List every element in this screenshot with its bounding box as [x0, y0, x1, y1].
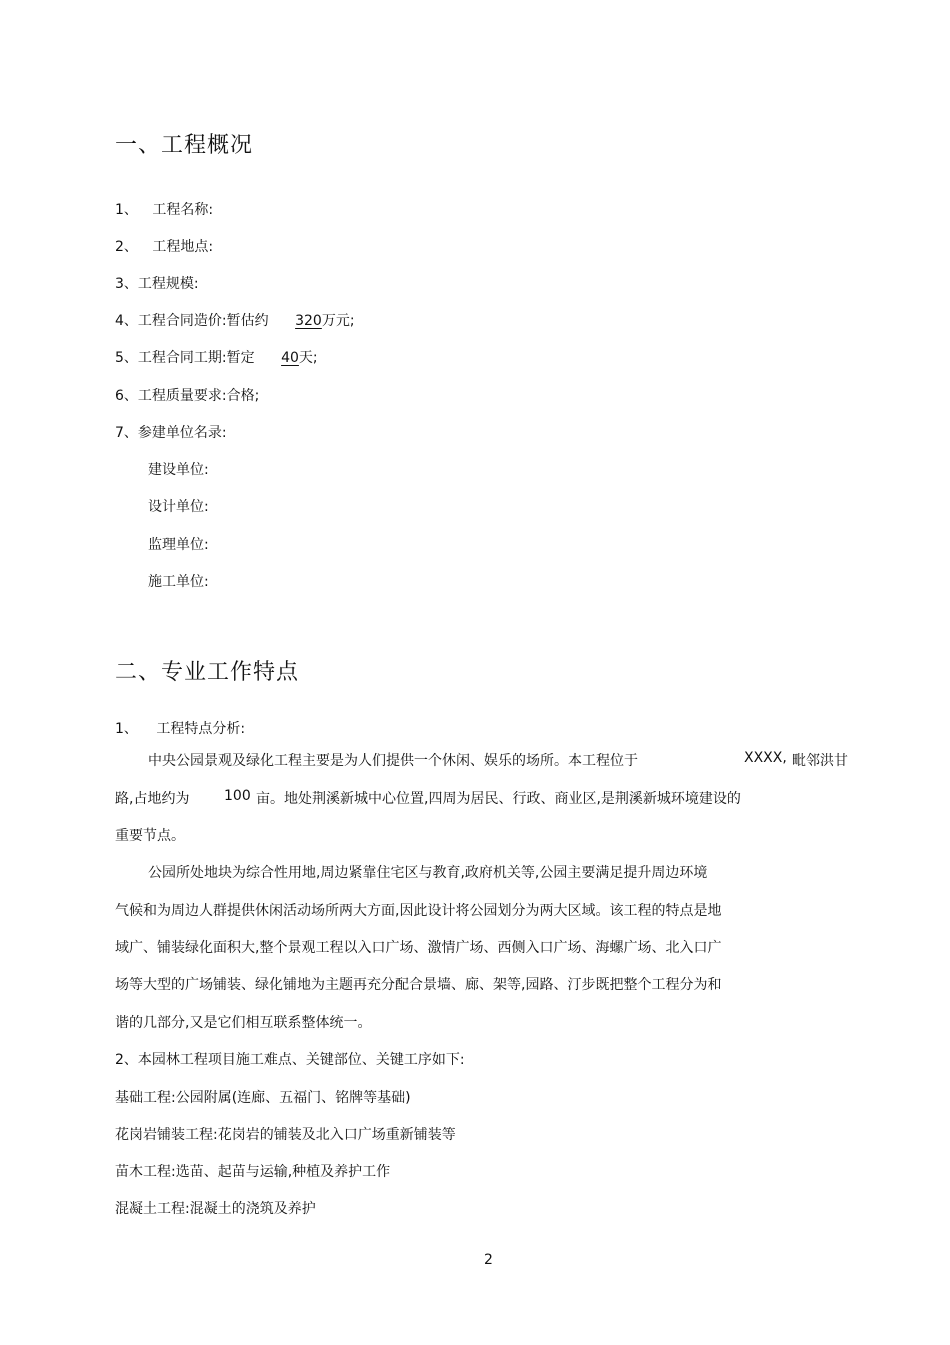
p2-line: 公园所处地块为综合性用地,周边紧靠住宅区与教育,政府机关等,公园主要满足提升周边环境 — [148, 865, 708, 881]
p2-line: 场等大型的广场铺装、绿化铺地为主题再充分配合景墙、廊、架等,园路、汀步既把整个工程分为和 — [115, 977, 722, 993]
list-item: 混凝土工程:混凝土的浇筑及养护 — [115, 1201, 316, 1217]
sub-num: 1、 — [115, 721, 138, 737]
item-label: 工程质量要求:合格; — [137, 388, 260, 404]
item-num: 1、 — [115, 202, 138, 218]
unit-contractor: 施工单位: — [148, 574, 209, 590]
item-num: 7、 — [115, 425, 138, 441]
p1-line3: 重要节点。 — [115, 828, 185, 844]
item-2 — [115, 236, 213, 256]
item-label: 参建单位名录: — [137, 425, 227, 441]
p2-line: 域广、铺装绿化面积大,整个景观工程以入口广场、激情广场、西侧入口广场、海螺广场、北入口广 — [115, 940, 722, 956]
page-number: 2 — [484, 1252, 493, 1268]
item-num: 4、 — [115, 313, 138, 329]
item-5 — [115, 347, 318, 367]
item-label: 工程合同工期:暂定 — [137, 350, 255, 366]
item-1 — [115, 199, 213, 219]
item-4 — [115, 310, 355, 330]
item-7 — [115, 422, 227, 442]
unit-design: 设计单位: — [148, 499, 209, 515]
list-item: 基础工程:公园附属(连廊、五福门、铭牌等基础) — [115, 1090, 411, 1106]
item-suffix: 天; — [298, 350, 318, 366]
p2-line: 谐的几部分,又是它们相互联系整体统一。 — [115, 1015, 372, 1031]
list-item: 苗木工程:选苗、起苗与运输,种植及养护工作 — [115, 1164, 391, 1180]
p1-line2c: 亩。地处荆溪新城中心位置,四周为居民、行政、商业区,是荆溪新城环境建设的 — [256, 791, 741, 807]
section2-title: 二、专业工作特点 — [115, 660, 300, 685]
item-label: 工程地点: — [152, 239, 214, 255]
contract-price-value: 320 — [295, 313, 322, 329]
item-num: 6、 — [115, 388, 138, 404]
list-item: 花岗岩铺装工程:花岗岩的铺装及北入口广场重新铺装等 — [115, 1127, 456, 1143]
p1-line1a: 中央公园景观及绿化工程主要是为人们提供一个休闲、娱乐的场所。本工程位于 — [148, 753, 638, 769]
item-label: 工程合同造价:暂估约 — [137, 313, 269, 329]
item-num: 2、 — [115, 239, 138, 255]
item-label: 工程规模: — [137, 276, 199, 292]
sub-heading-1 — [115, 718, 245, 738]
section1-title: 一、工程概况 — [115, 133, 254, 158]
p1-location: XXXX, — [744, 750, 787, 766]
p1-line2a: 路,占地约为 — [115, 791, 190, 807]
item-6 — [115, 385, 259, 405]
contract-period-value: 40 — [281, 350, 299, 366]
sub-label: 工程特点分析: — [156, 721, 246, 737]
item-suffix: 万元; — [321, 313, 355, 329]
p1-line1c: 毗邻洪甘 — [792, 753, 848, 769]
item-num: 5、 — [115, 350, 138, 366]
p1-area-value: 100 — [224, 788, 251, 804]
sub-heading-2: 2、本园林工程项目施工难点、关键部位、关键工序如下: — [115, 1052, 465, 1068]
unit-supervision: 监理单位: — [148, 537, 209, 553]
item-num: 3、 — [115, 276, 138, 292]
p2-line: 气候和为周边人群提供休闲活动场所两大方面,因此设计将公园划分为两大区域。该工程的特点是地 — [115, 903, 722, 919]
item-3 — [115, 273, 199, 293]
item-label: 工程名称: — [152, 202, 214, 218]
unit-construction: 建设单位: — [148, 462, 209, 478]
